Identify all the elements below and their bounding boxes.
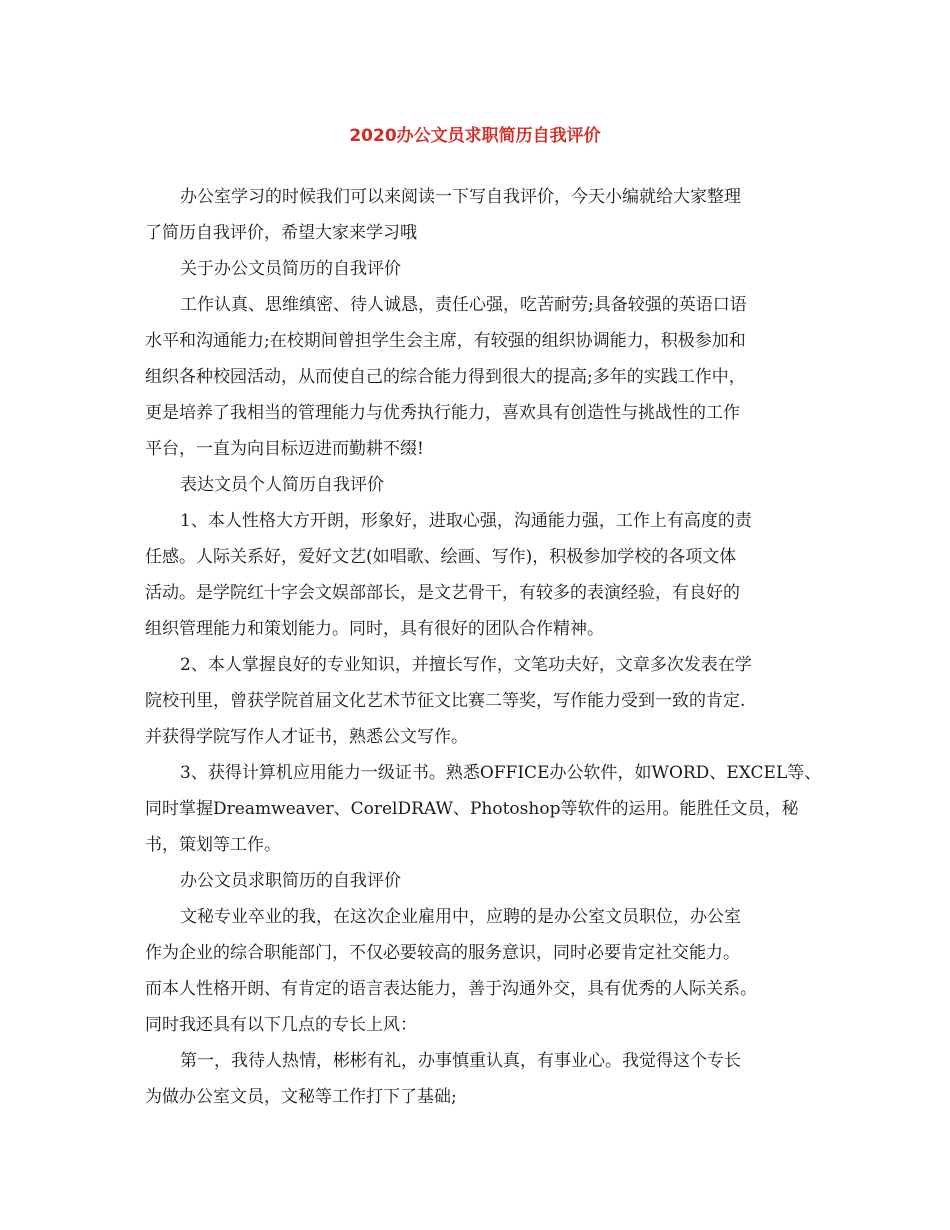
paragraph-line: 组织各种校园活动，从而使自己的综合能力得到很大的提高;多年的实践工作中， xyxy=(145,367,746,387)
intro-line-2: 了简历自我评价，希望大家来学习哦 xyxy=(145,223,417,243)
paragraph-line: 同时我还具有以下几点的专长上风： xyxy=(145,1015,417,1035)
section-heading-1: 关于办公文员简历的自我评价 xyxy=(180,259,401,279)
paragraph-line: 第一，我待人热情，彬彬有礼，办事慎重认真，有事业心。我觉得这个专长 xyxy=(180,1051,741,1071)
document-title: 2020办公文员求职简历自我评价 xyxy=(349,126,601,146)
paragraph-line: 平台，一直为向目标迈进而勤耕不缀! xyxy=(145,439,424,459)
intro-line-1: 办公室学习的时候我们可以来阅读一下写自我评价，今天小编就给大家整理 xyxy=(180,187,741,207)
paragraph-line: 1、本人性格大方开朗，形象好，进取心强，沟通能力强，工作上有高度的责 xyxy=(180,511,752,531)
paragraph-line: 为做办公室文员，文秘等工作打下了基础; xyxy=(145,1087,457,1107)
paragraph-line: 3、获得计算机应用能力一级证书。熟悉OFFICE办公软件，如WORD、EXCEL等、 xyxy=(180,763,822,783)
paragraph-line: 水平和沟通能力;在校期间曾担学生会主席，有较强的组织协调能力，积极参加和 xyxy=(145,331,746,351)
paragraph-line: 并获得学院写作人才证书，熟悉公文写作。 xyxy=(145,727,468,747)
paragraph-line: 同时掌握Dreamweaver、CorelDRAW、Photoshop等软件的运用。能胜任文员，秘 xyxy=(145,799,799,819)
paragraph-line: 更是培养了我相当的管理能力与优秀执行能力，喜欢具有创造性与挑战性的工作 xyxy=(145,403,740,423)
paragraph-line: 2、本人掌握良好的专业知识，并擅长写作，文笔功夫好，文章多次发表在学 xyxy=(180,655,752,675)
paragraph-line: 工作认真、思维缜密、待人诚恳，责任心强，吃苦耐劳;具备较强的英语口语 xyxy=(180,295,747,315)
paragraph-line: 院校刊里，曾获学院首届文化艺术节征文比赛二等奖，写作能力受到一致的肯定. xyxy=(145,691,746,711)
paragraph-line: 组织管理能力和策划能力。同时，具有很好的团队合作精神。 xyxy=(145,619,604,639)
paragraph-line: 文秘专业卒业的我，在这次企业雇用中，应聘的是办公室文员职位，办公室 xyxy=(180,907,741,927)
paragraph-line: 而本人性格开朗、有肯定的语言表达能力，善于沟通外交，具有优秀的人际关系。 xyxy=(145,979,757,999)
paragraph-line: 书，策划等工作。 xyxy=(145,835,281,855)
paragraph-line: 作为企业的综合职能部门，不仅必要较高的服务意识，同时必要肯定社交能力。 xyxy=(145,943,740,963)
section-heading-2: 表达文员个人简历自我评价 xyxy=(180,475,384,495)
section-heading-3: 办公文员求职简历的自我评价 xyxy=(180,871,401,891)
paragraph-line: 任感。人际关系好，爱好文艺(如唱歌、绘画、写作)，积极参加学校的各项文体 xyxy=(145,547,737,567)
paragraph-line: 活动。是学院红十字会文娱部部长，是文艺骨干，有较多的表演经验，有良好的 xyxy=(145,583,740,603)
